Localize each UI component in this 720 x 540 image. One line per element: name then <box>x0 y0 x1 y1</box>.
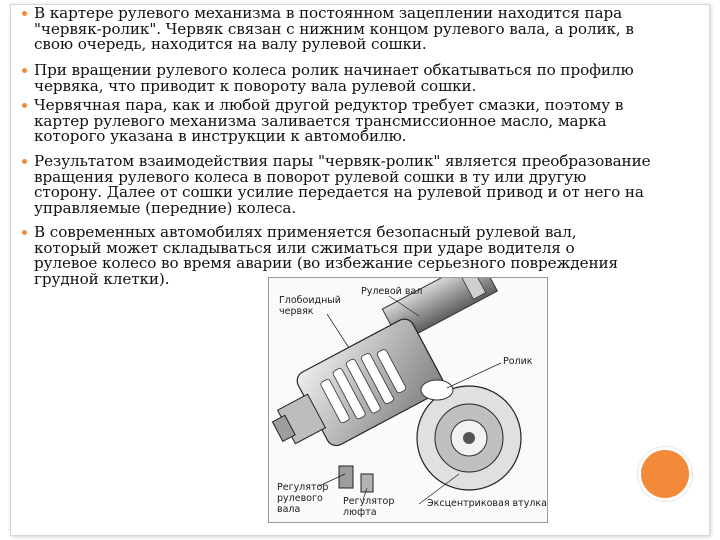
bullet-5 <box>22 230 27 235</box>
label-roller: Ролик <box>503 356 533 367</box>
label-backlash-regulator: Регулятор люфта <box>343 496 395 518</box>
paragraph-4: Результатом взаимодействия пары "червяк-ролик" является преобразование вращения рулевого колеса в поворот рулевой сошки в ту или другую сторону. Далее от сошки усилие передается на рулевой привод и от него на управляемые (передние) колеса. <box>34 152 651 218</box>
steering-gear-diagram <box>268 277 548 523</box>
paragraph-1: В картере рулевого механизма в постоянном зацеплении находится пара "червяк-ролик". Червяк связан с нижним концом рулевого вала, а ролик, в свою очередь, находится на валу рулевой сошки. <box>34 4 634 54</box>
label-eccentric-bushing: Эксцентриковая втулка <box>427 498 547 509</box>
label-worm: Глобоидный червяк <box>279 295 341 317</box>
bullet-3 <box>22 103 27 108</box>
paragraph-5: В современных автомобилях применяется безопасный рулевой вал, который может складываться или сжиматься при ударе водителя о рулевое колесо во время аварии (во избежание серьезного повреждения грудной клетки). <box>34 223 618 289</box>
bullet-2 <box>22 68 27 73</box>
bullet-1 <box>22 11 27 16</box>
paragraph-2: При вращении рулевого колеса ролик начинает обкатываться по профилю червяка, что приводит к повороту вала рулевой сошки. <box>34 61 634 95</box>
bullet-4 <box>22 159 27 164</box>
label-shaft: Рулевой вал <box>361 286 423 297</box>
decorative-orange-circle <box>638 447 692 501</box>
label-shaft-regulator: Регулятор рулевого вала <box>277 482 329 515</box>
paragraph-3: Червячная пара, как и любой другой редуктор требует смазки, поэтому в картер рулевого механизма заливается трансмиссионное масло, марка которого указана в инструкции к автомобилю. <box>34 96 624 146</box>
